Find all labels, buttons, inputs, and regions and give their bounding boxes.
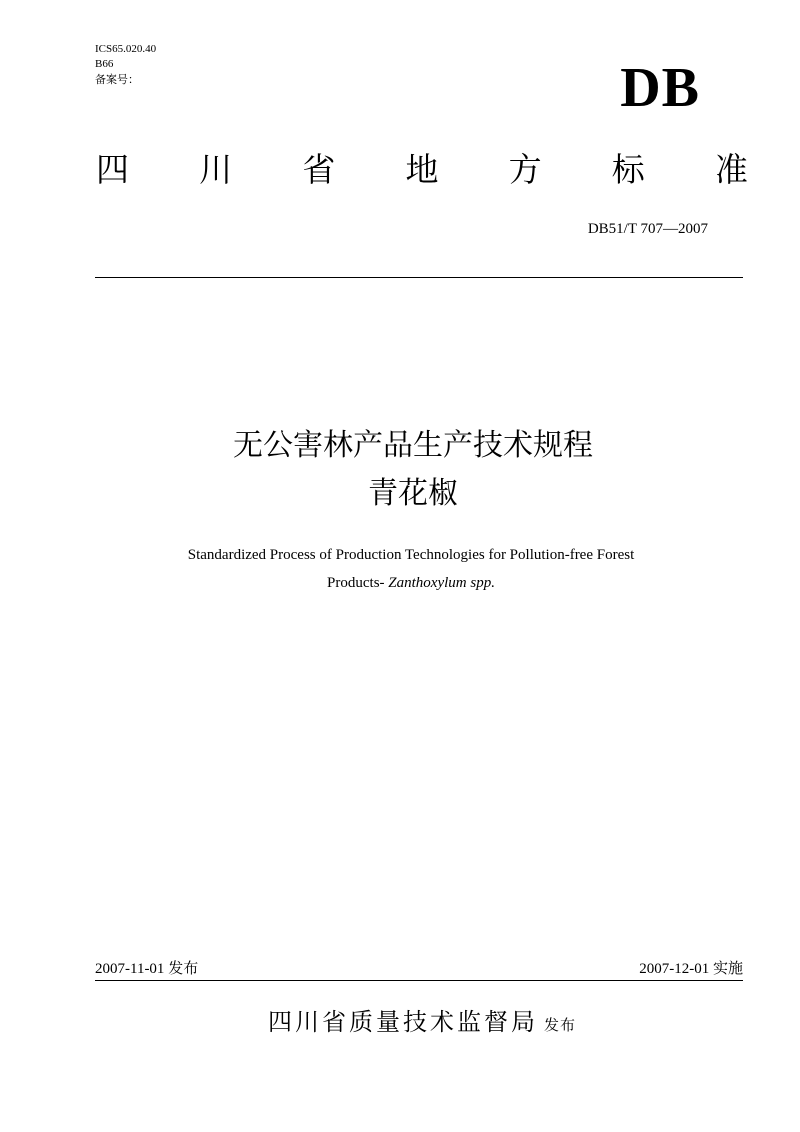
db-logo: DB <box>620 57 700 119</box>
title-chinese-line2: 青花椒 <box>368 476 458 511</box>
publisher <box>0 1006 800 1041</box>
title-english-line1: Standardized Process of Production Technologies for Pollution-free Forest <box>187 547 635 563</box>
title-english-line2 <box>0 573 800 593</box>
classification-code: B66 <box>95 58 114 70</box>
implementation-date-value: 2007-12-01 <box>639 961 710 977</box>
implementation-date <box>639 958 743 979</box>
title-chinese-line1: 无公害林产品生产技术规程 <box>233 428 593 463</box>
standard-title <box>96 148 748 192</box>
standard-code: DB51/T 707—2007 <box>587 221 708 237</box>
standard-title-char: 标 <box>611 150 645 189</box>
publisher-label: 发布 <box>543 1016 576 1034</box>
standard-title-char: 方 <box>508 150 542 189</box>
standard-title-char: 地 <box>405 150 439 189</box>
issue-date-value: 2007-11-01 <box>95 961 165 977</box>
standard-title-char: 准 <box>714 150 748 189</box>
standard-title-char: 省 <box>302 150 336 189</box>
issue-date <box>95 958 198 979</box>
issue-label: 发布 <box>168 959 199 977</box>
implementation-label: 实施 <box>712 959 743 977</box>
record-number-label: 备案号： <box>95 73 139 86</box>
top-divider <box>95 277 743 278</box>
publisher-name: 四川省质量技术监督局 <box>267 1008 538 1036</box>
ics-code: ICS65.020.40 <box>95 43 157 55</box>
bottom-divider <box>95 980 743 981</box>
species-name: Zanthoxylum spp. <box>388 575 495 591</box>
title-english-prefix: Products- <box>327 575 389 591</box>
standard-title-char: 川 <box>199 150 233 189</box>
standard-title-char: 四 <box>96 150 129 189</box>
